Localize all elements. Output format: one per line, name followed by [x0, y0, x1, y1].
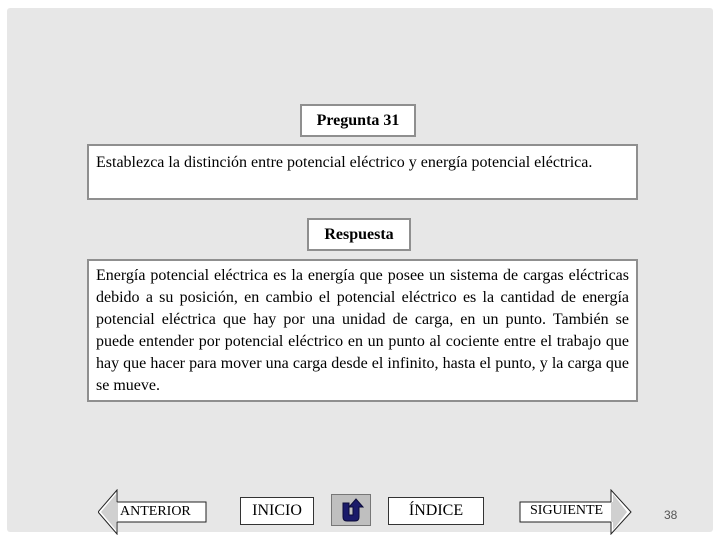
question-title: Pregunta 31 [300, 104, 416, 137]
question-text: Establezca la distinción entre potencial eléctrico y energía potencial eléctrica. [87, 144, 638, 200]
return-button[interactable] [331, 494, 371, 526]
index-button[interactable]: ÍNDICE [388, 497, 484, 525]
answer-title: Respuesta [307, 218, 411, 251]
prev-label: ANTERIOR [120, 504, 191, 519]
page-number: 38 [664, 508, 678, 522]
answer-text: Energía potencial eléctrica es la energía que posee un sistema de cargas eléctricas debido a su posición, en cambio el potencial eléctrico es la cantidad de energía potencial eléctrica que hay por una unidad de carga, en un punto. También se puede entender por potencial eléctrico en un punto al cociente entre el trabajo que hay que hacer para mover una carga desde el infinito, hasta el punto, y la carga que se mueve. [87, 259, 638, 402]
home-button[interactable]: INICIO [240, 497, 314, 525]
next-label: SIGUIENTE [530, 503, 604, 518]
return-arrow-icon [337, 497, 365, 523]
